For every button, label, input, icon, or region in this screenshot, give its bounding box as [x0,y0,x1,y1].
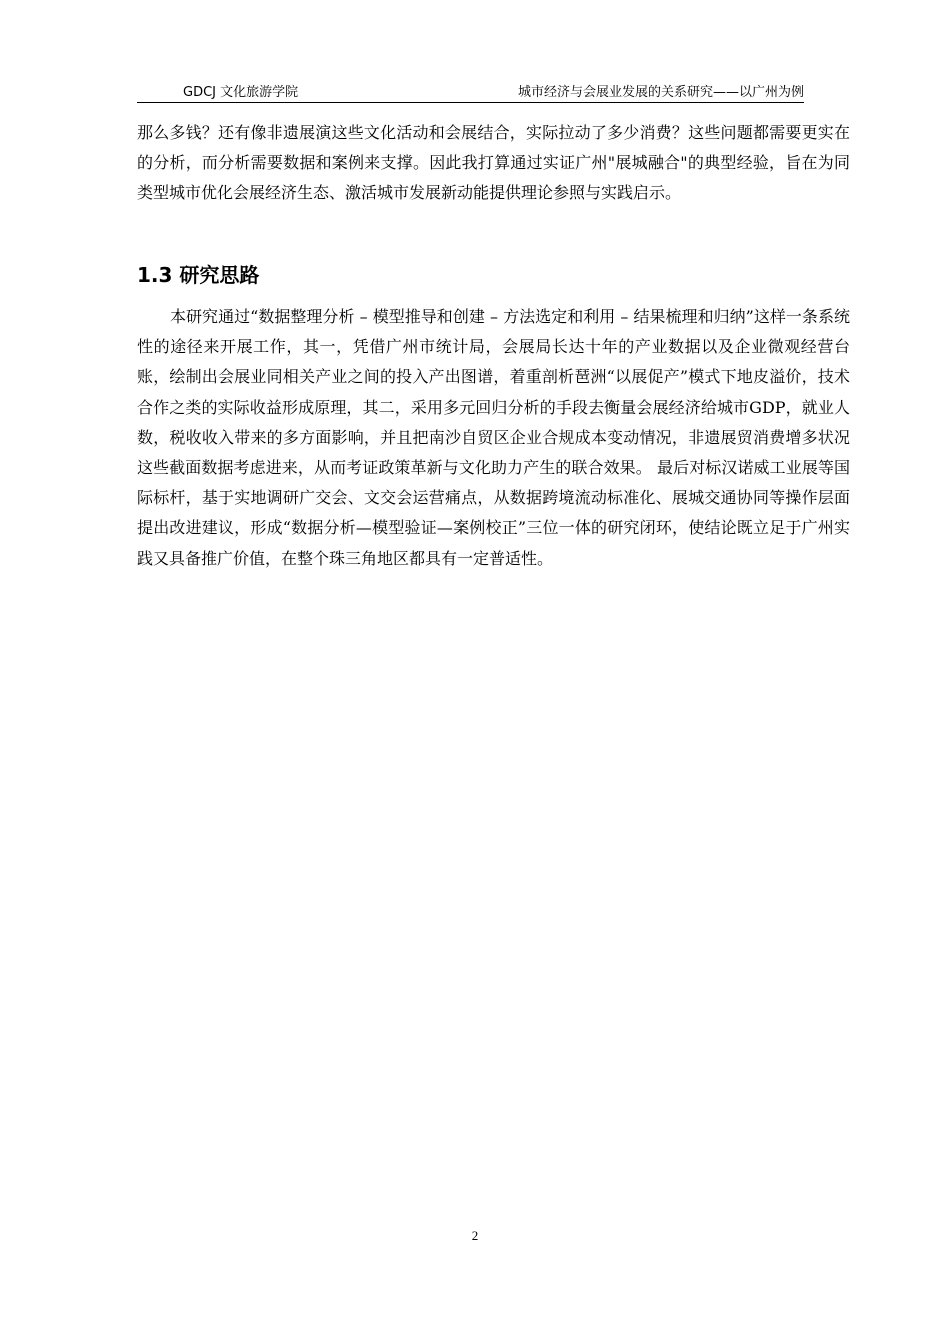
page-number: 2 [471,1228,479,1243]
body-paragraph-continued: 那么多钱？还有像非遗展演这些文化活动和会展结合，实际拉动了多少消费？这些问题都需要更实在的分析，而分析需要数据和案例来支撑。因此我打算通过实证广州"展城融合"的典型经验，旨在为同类型城市优化会展经济生态、激活城市发展新动能提供理论参照与实践启示。 [137,123,850,203]
header-paper-title: 城市经济与会展业发展的关系研究——以广州为例 [517,85,804,100]
page-header [137,84,804,103]
body-paragraph-research-approach: 本研究通过“数据整理分析 – 模型推导和创建 – 方法选定和利用 – 结果梳理和归纳”这样一条系统性的途径来开展工作，其一，凭借广州市统计局，会展局长达十年的产业数据以及企业微观经营台账，绘制出会展业同相关产业之间的投入产出图谱，着重剖析琶洲“以展促产”模式下地皮溢价，技术合作之类的实际收益形成原理，其二，采用多元回归分析的手段去衡量会展经济给城市GDP，就业人数，税收收入带来的多方面影响，并且把南沙自贸区企业合规成本变动情况，非遗展贸消费增多状况这些截面数据考虑进来，从而考证政策革新与文化助力产生的联合效果。 最后对标汉诺威工业展等国际标杆，基于实地调研广交会、文交会运营痛点，从数据跨境流动标准化、展城交通协同等操作层面提出改进建议，形成“数据分析—模型验证—案例校正”三位一体的研究闭环，使结论既立足于广州实践又具备推广价值，在整个珠三角地区都具有一定普适性。 [137,307,850,568]
header-institution: GDCJ 文化旅游学院 [183,85,299,100]
section-heading: 1.3 研究思路 [137,263,260,287]
